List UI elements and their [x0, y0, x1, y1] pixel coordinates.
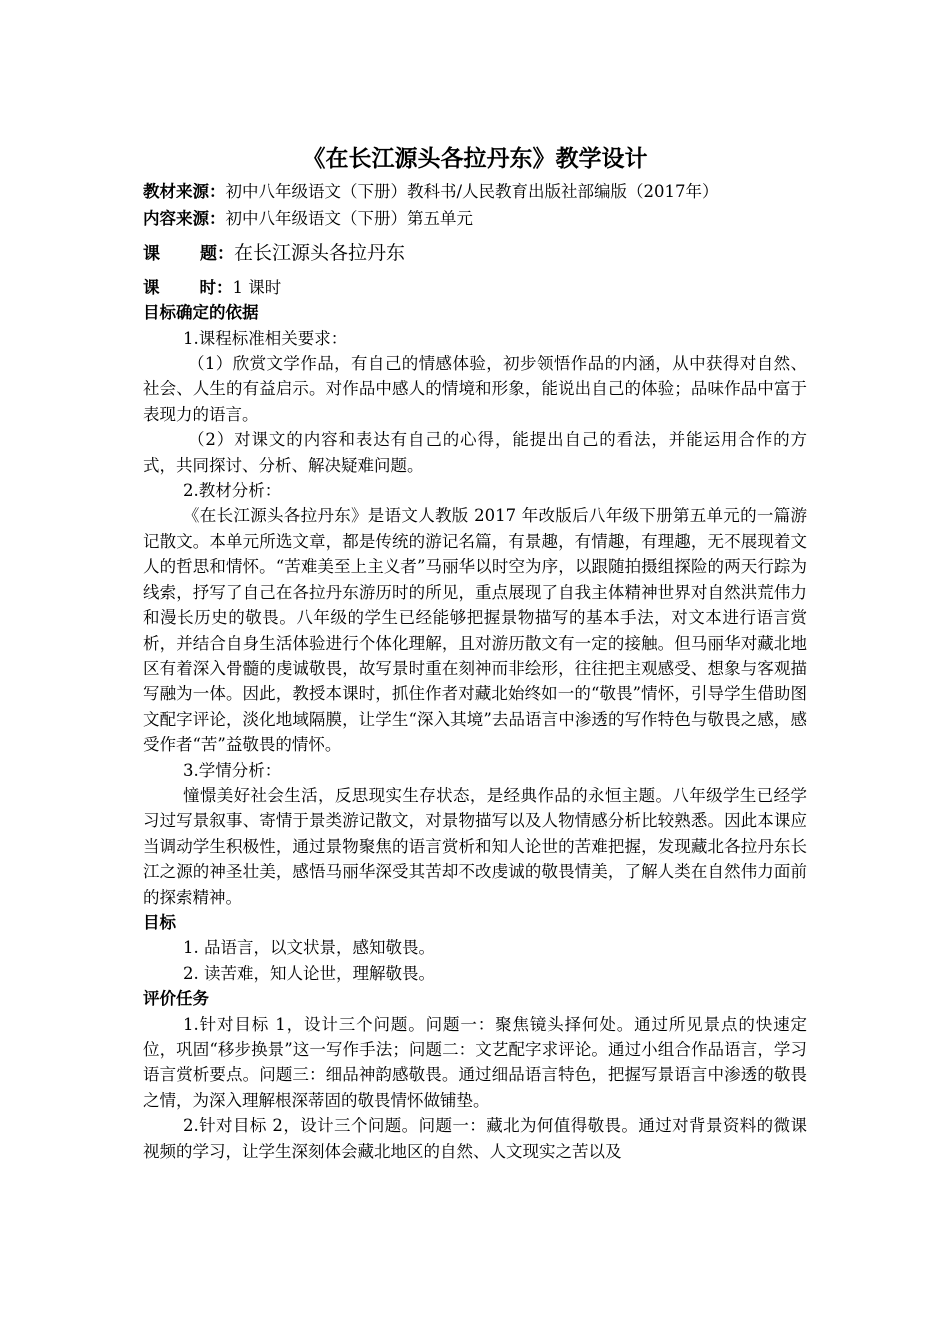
standard-heading: 1.课程标准相关要求： — [183, 328, 348, 348]
lesson-title-line — [143, 238, 807, 269]
lesson-hours-line — [143, 275, 807, 300]
learner-body: 憧憬美好社会生活，反思现实生存状态，是经典作品的永恒主题。八年级学生已经学习过写景叙事、寄情于景类游记散文，对景物描写以及人物情感分析比较熟悉。因此本课应当调动学生积极性，通过景物聚焦的语言赏析和知人论世的苦难把握，发现藏北各拉丹东长江之源的神圣壮美，感悟马丽华深受其苦却不改虔诚的敬畏情美，了解人类在自然伟力面前的探索精神。 — [143, 785, 807, 907]
source-value: 初中八年级语文（下册）教科书/人民教育出版社部编版（2017年） — [225, 182, 719, 201]
lesson-title-value: 在长江源头各拉丹东 — [234, 241, 406, 264]
standard-item-2: （2）对课文的内容和表达有自己的心得，能提出自己的看法，并能运用合作的方式，共同探讨、分析、解决疑难问题。 — [143, 430, 807, 475]
tasks-heading: 评价任务 — [143, 989, 209, 1009]
lesson-hours-label-b: 时： — [199, 277, 233, 297]
source-label: 教材来源： — [143, 182, 226, 201]
basis-heading: 目标确定的依据 — [143, 303, 259, 323]
textbook-body: 《在长江源头各拉丹东》是语文人教版 2017 年改版后八年级下册第五单元的一篇游记散文。本单元所选文章，都是传统的游记名篇，有景趣，有情趣，有理趣，无不展现着文人的哲思和情怀。“苦难美至上主义者”马丽华以时空为序，以跟随拍摄组探险的两天行踪为线索，抒写了自己在各拉丹东游历时的所见，重点展现了自我主体精神世界对自然洪荒伟力和漫长历史的敬畏。八年级的学生已经能够把握景物描写的基本手法，对文本进行语言赏析，并结合自身生活体验进行个体化理解，且对游历散文有一定的接触。但马丽华对藏北地区有着深入骨髓的虔诚敬畏，故写景时重在刻神而非绘形，往往把主观感受、想象与客观描写融为一体。因此，教授本课时，抓住作者对藏北始终如一的“敬畏”情怀，引导学生借助图文配字评论，淡化地域隔膜，让学生“深入其境”去品语言中渗透的写作特色与敬畏之感，感受作者“苦”益敬畏的情怀。 — [143, 506, 807, 755]
textbook-heading: 2.教材分析： — [183, 481, 282, 501]
task-item-1: 1.针对目标 1，设计三个问题。问题一：聚焦镜头择何处。通过所见景点的快速定位，巩固“移步换景”这一写作手法；问题二：文艺配字求评论。通过小组合作品语言，学习语言赏析要点。问题三：细品神韵感敬畏。通过细品语言特色，把握写景语言中渗透的敬畏之情，为深入理解根深蒂固的敬畏情怀做铺垫。 — [143, 1014, 807, 1110]
goal-item-1: 1. 品语言，以文状景，感知敬畏。 — [183, 938, 435, 958]
source-line — [143, 179, 807, 204]
task-item-2: 2.针对目标 2，设计三个问题。问题一：藏北为何值得敬畏。通过对背景资料的微课视频的学习，让学生深刻体会藏北地区的自然、人文现实之苦以及 — [143, 1116, 807, 1161]
goals-heading: 目标 — [143, 912, 176, 932]
learner-heading: 3.学情分析： — [183, 760, 282, 780]
lesson-hours-value: 1 课时 — [232, 277, 282, 297]
content-source-line — [143, 206, 807, 231]
content-source-value: 初中八年级语文（下册）第五单元 — [225, 209, 473, 229]
document-body — [143, 179, 807, 1164]
content-source-label: 内容来源： — [143, 209, 226, 229]
lesson-hours-label-a: 课 — [143, 277, 160, 297]
standard-item-1: （1）欣赏文学作品，有自己的情感体验，初步领悟作品的内涵，从中获得对自然、社会、人生的有益启示。对作品中感人的情境和形象，能说出自己的体验；品味作品中富于表现力的语言。 — [143, 354, 807, 424]
document-title: 《在长江源头各拉丹东》教学设计 — [302, 146, 648, 172]
lesson-title-label-b: 题： — [200, 243, 234, 264]
lesson-title-label-a: 课 — [143, 243, 160, 264]
goal-item-2: 2. 读苦难，知人论世，理解敬畏。 — [183, 963, 435, 983]
